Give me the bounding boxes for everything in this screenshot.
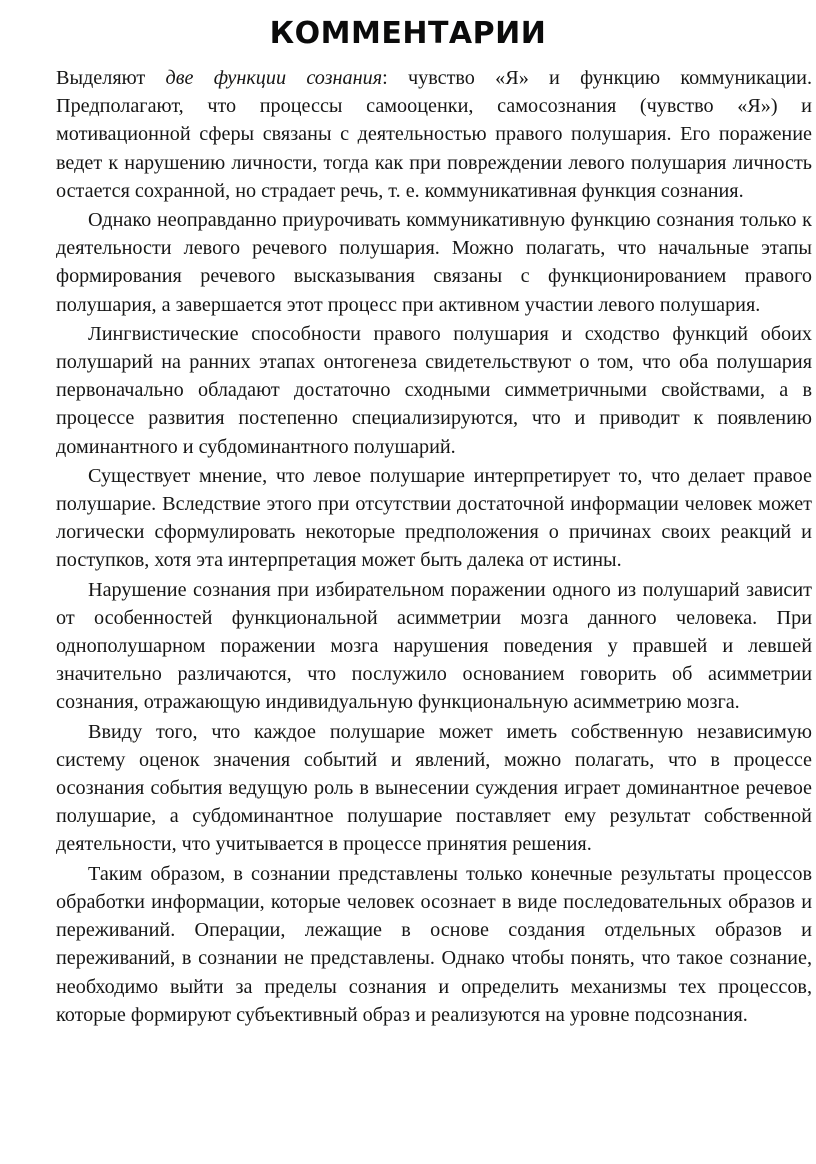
paragraph-5: Нарушение сознания при избирательном поражении одного из полушарий зависит от особенностей функциональной асимметрии мозга данного человека. При однополушарном поражении мозга нарушения поведения у правшей и левшей значительно различаются, что послужило основанием говорить об асимметрии сознания, отражающую индивидуальную функциональную асимметрию мозга. xyxy=(56,578,812,714)
paragraph-1 xyxy=(56,64,812,205)
paragraph-1-emphasis: две функции сознания xyxy=(165,67,383,89)
paragraph-6: Ввиду того, что каждое полушарие может иметь собственную независимую систему оценок значения событий и явлений, можно полагать, что в процессе осознания события ведущую роль в вынесении суждения играет доминантное речевое полушарие, а субдоминантное полушарие поставляет ему результат собственной деятельности, что учитывается в процессе принятия решения. xyxy=(56,720,812,856)
paragraph-4: Существует мнение, что левое полушарие интерпретирует то, что делает правое полушарие. Вследствие этого при отсутствии достаточной информации человек может логически сформулировать некоторые предположения о причинах своих реакций и поступков, хотя эта интерпретация может быть далека от истины. xyxy=(56,464,812,572)
paragraph-7: Таким образом, в сознании представлены только конечные результаты процессов обработки информации, которые человек осознает в виде последовательных образов и переживаний. Операции, лежащие в основе создания отдельных образов и переживаний, в сознании не представлены. Однако чтобы понять, что такое сознание, необходимо выйти за пределы сознания и определить механизмы тех процессов, которые формируют субъективный образ и реализуются на уровне подсознания. xyxy=(56,862,812,1026)
paragraph-1-prefix: Выделяют xyxy=(56,67,166,89)
paragraph-3: Лингвистические способности правого полушария и сходство функций обоих полушарий на ранних этапах онтогенеза свидетельствуют о том, что оба полушария первоначально обладают достаточно сходными симметричными свойствами, а в процессе развития постепенно специализируются, что и приводит к появлению доминантного и субдоминантного полушарий. xyxy=(56,322,812,458)
paragraph-1-suffix: : чувство «Я» и функцию коммуникации. Предполагают, что процессы самооценки, самосознания (чувство «Я») и мотивационной сферы связаны с деятельностью правого полушария. Его поражение ведет к нарушению личности, тогда как при повреждении левого полушария личность остается сохранной, но страдает речь, т. е. коммуникативная функция сознания. xyxy=(56,67,812,202)
document-body xyxy=(56,64,812,1029)
page-title: КОММЕНТАРИИ xyxy=(269,16,547,51)
paragraph-2: Однако неоправданно приурочивать коммуникативную функцию сознания только к деятельности левого речевого полушария. Можно полагать, что начальные этапы формирования речевого высказывания связаны с функционированием правого полушария, а завершается этот процесс при активном участии левого полушария. xyxy=(56,209,812,316)
